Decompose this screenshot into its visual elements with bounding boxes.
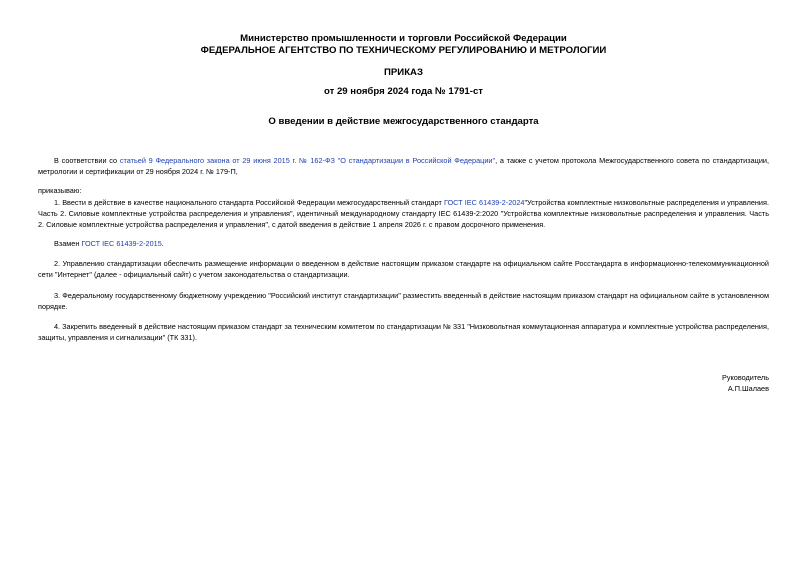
item-3-paragraph: 3. Федеральному государственному бюджетному учреждению "Российский институт стандартизации" разместить введенный в действие настоящим приказом стандарт на официальном сайте в установленном порядке. xyxy=(38,291,769,311)
order-word: приказываю: xyxy=(38,186,82,195)
standard-link[interactable]: ГОСТ IEC 61439-2-2024 xyxy=(443,198,525,207)
item-1-paragraph xyxy=(38,197,769,230)
law-link[interactable]: статьей 9 Федерального закона от 29 июня 2015 г. № 162-ФЗ "О стандартизации в Российской Федерации" xyxy=(119,156,496,165)
preamble-paragraph xyxy=(38,155,769,177)
preamble-text-end: , а также с учетом протокола Межгосударственного совета по стандартизации, метрологии и сертификации от 29 ноября 2024 г. № 179-П, xyxy=(38,156,769,176)
replaces-text-end: . xyxy=(161,239,164,248)
item-1-text-end: "Устройства комплектные низковольтные распределения и управления. Часть 2. Силовые комплектные устройства распределения и управления", идентичный международному стандарту IEC 61439-2:2020 "Устройства комплектные низковольтные распределения и управления. Часть 2. Силовые комплектные устройства распределения и управления", с датой введения в действие 1 апреля 2026 г. с правом досрочного применения. xyxy=(38,198,769,229)
ministry-name: Министерство промышленности и торговли Российской Федерации xyxy=(240,33,567,44)
document-date-number: от 29 ноября 2024 года № 1791-ст xyxy=(323,86,483,97)
signature-title: Руководитель xyxy=(721,373,769,382)
preamble-text-start: В соответствии со xyxy=(54,156,120,165)
signature-block xyxy=(722,372,769,394)
item-2-paragraph: 2. Управлению стандартизации обеспечить размещение информации о введенном в действие настоящим приказом стандарте на официальном сайте Росстандарта в информационно-телекоммуникационной сети "Интернет" (далее - официальный сайт) с учетом законодательства о стандартизации. xyxy=(38,259,769,279)
replaces-paragraph xyxy=(38,238,769,249)
document-type: ПРИКАЗ xyxy=(384,67,423,78)
document-subject: О введении в действие межгосударственного стандарта xyxy=(268,116,539,127)
item-4-paragraph: 4. Закрепить введенный в действие настоящим приказом стандарт за техническим комитетом по стандартизации № 331 "Низковольтная коммутационная аппаратура и комплектные устройства распределения, защиты, управления и сигнализации" (ТК 331). xyxy=(38,322,769,342)
item-1-text-start: 1. Ввести в действие в качестве национального стандарта Российской Федерации межгосударственный стандарт xyxy=(54,198,444,207)
agency-name: ФЕДЕРАЛЬНОЕ АГЕНТСТВО ПО ТЕХНИЧЕСКОМУ РЕГУЛИРОВАНИЮ И МЕТРОЛОГИИ xyxy=(200,45,607,56)
signature-name: А.П.Шалаев xyxy=(727,384,769,393)
replaced-standard-link[interactable]: ГОСТ IEC 61439-2-2015 xyxy=(81,239,162,248)
replaces-text: Взамен xyxy=(54,239,82,248)
